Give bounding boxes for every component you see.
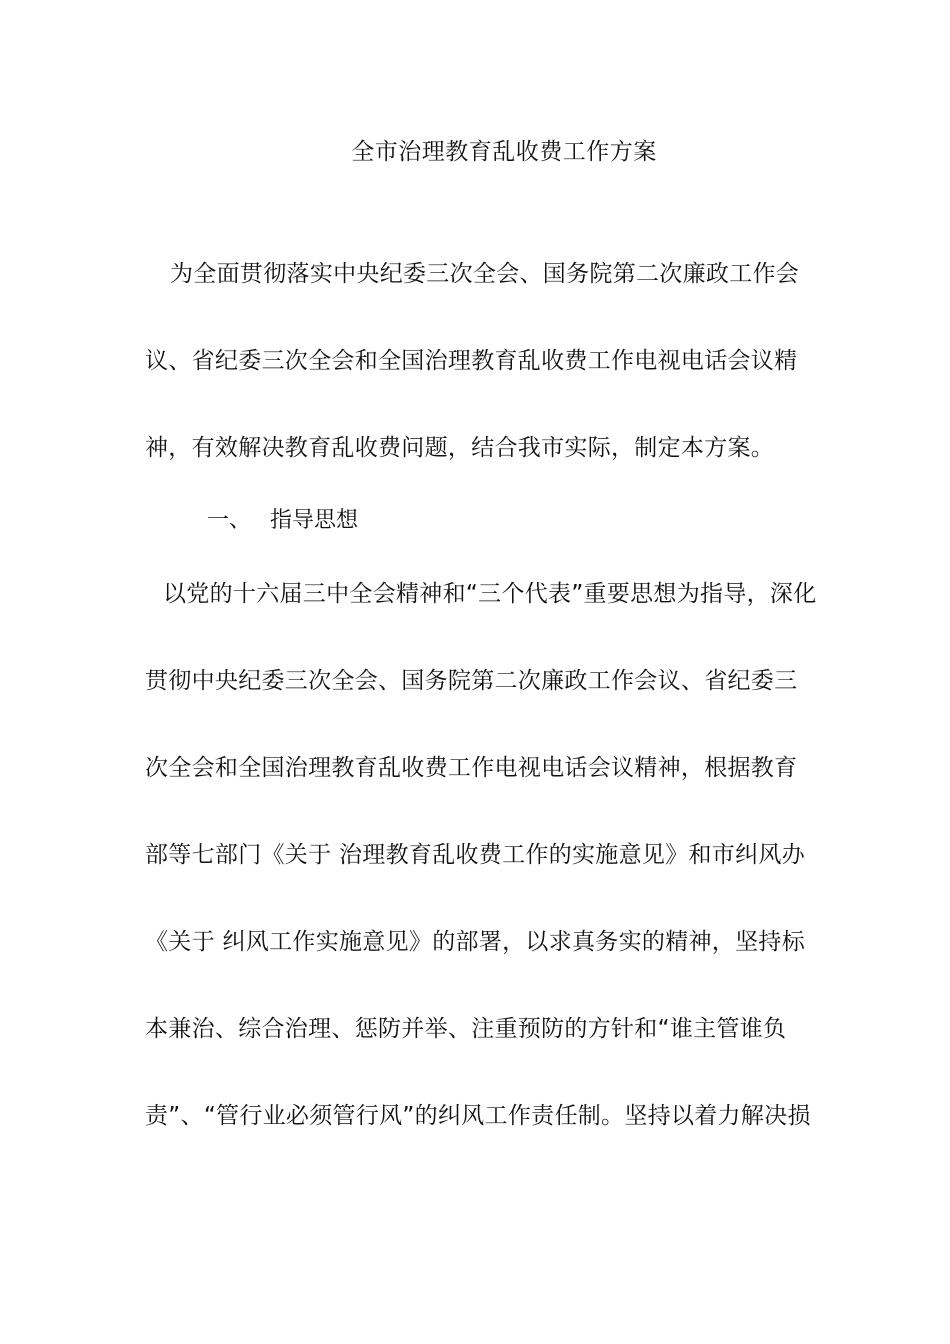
body-line-5: 《关于 纠风工作实施意见》的部署，以求真务实的精神，坚持标 bbox=[145, 929, 806, 955]
body-line-2: 贯彻中央纪委三次全会、国务院第二次廉政工作会议、省纪委三 bbox=[145, 668, 798, 694]
body-line-7: 责”、“管行业必须管行风”的纠风工作责任制。坚持以着力解决损 bbox=[145, 1103, 811, 1129]
intro-line-1: 为全面贯彻落实中央纪委三次全会、国务院第二次廉政工作会 bbox=[170, 261, 800, 287]
intro-line-3: 神，有效解决教育乱收费问题，结合我市实际，制定本方案。 bbox=[145, 435, 775, 461]
document-title: 全市治理教育乱收费工作方案 bbox=[351, 139, 657, 165]
body-line-1: 以党的十六届三中全会精神和“三个代表”重要思想为指导，深化 bbox=[163, 581, 817, 607]
body-line-4: 部等七部门《关于 治理教育乱收费工作的实施意见》和市纠风办 bbox=[145, 842, 806, 868]
body-line-3: 次全会和全国治理教育乱收费工作电视电话会议精神，根据教育 bbox=[145, 755, 798, 781]
intro-line-2: 议、省纪委三次全会和全国治理教育乱收费工作电视电话会议精 bbox=[145, 348, 798, 374]
section-number: 一、 bbox=[207, 508, 252, 533]
body-line-6: 本兼治、综合治理、惩防并举、注重预防的方针和“谁主管谁负 bbox=[145, 1016, 787, 1042]
section-heading: 指导思想 bbox=[270, 508, 359, 533]
